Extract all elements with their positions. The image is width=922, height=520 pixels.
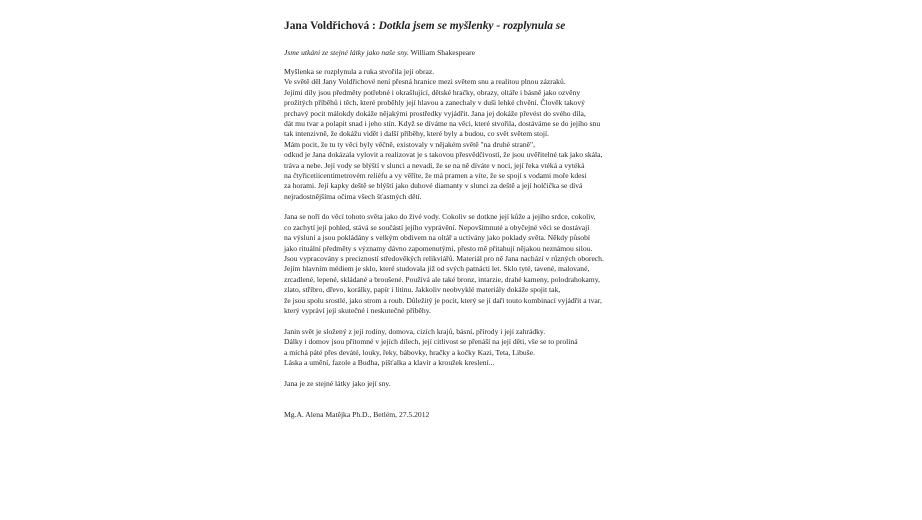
text-line: Jsou vypracovány s precizností středověkých relikviářů. Materiál pro ně Jana nachází v různých oborech.: [284, 253, 604, 263]
text-line: prožitých příběhů i těch, které proběhly její hlavou a zanechaly v duši lehké chvění. Člověk takový: [284, 98, 585, 108]
text-line: Jejím hlavním médiem je sklo, které studovala již od svých patnácti let. Sklo tyté, tavené, malované,: [284, 264, 590, 274]
text-line: zrcadlené, lepené, skládané a broušené. Používá ale také bronz, intarzie, drahé kameny, polodrahokamy,: [284, 274, 600, 284]
text-line: tráva a nebe. Její vody se blýští v slunci a nevadí, že se na ně díváte v noci, její řeka vtéká a vytéká: [284, 160, 585, 170]
text-line: tak intenzivně, že dokážu vidět i další příběhy, které byly a budou, co svět světem stojí.: [284, 129, 550, 139]
motto-author: William Shakespeare: [408, 48, 476, 57]
paragraph-4: [284, 379, 664, 389]
text-line: Ve světě děl Jany Voldřichové není přesná hranice mezi světem snu a realitou plnou zázraků.: [284, 77, 566, 87]
text-line: na čtyřicetiicentimetrovém reliéfu a vy věříte, že má pramen a víte, že se spojí s vodami moře kdesi: [284, 171, 587, 181]
text-line: prchavý pocit málokdy dokáže nějakými prostředky vyjádřit. Jana jej dokáže převést do svého díla,: [284, 108, 586, 118]
text-line: za horami. Její kapky deště se blýští jako duhové diamanty v slunci za deště a její holčička se dívá: [284, 181, 583, 191]
text-line: a míchá páté přes deváté, louky, řeky, bábovky, hračky a kočky Kazi, Teta, Libuše.: [284, 347, 535, 357]
signature: Mg.A. Alena Matějka Ph.D., Betlém, 27.5.2012: [284, 409, 430, 419]
paragraph-2: [284, 212, 664, 316]
text-line: Myšlenka se rozplynula a ruka stvořila její obraz.: [284, 67, 435, 76]
text-line: dát mu tvar a polapit snad i jeho stín. Když se díváme na věci, které stvořila, dostáváme se do jejího snu: [284, 119, 601, 129]
text-line: Jana je ze stejné látky jako její sny.: [284, 378, 391, 388]
motto: [284, 48, 664, 58]
text-line: zlato, stříbro, dřevo, korálky, papír i litinu. Jakkoliv neobvyklé materiály dokáže spojit tak,: [284, 285, 561, 295]
text-line: Dálky i domov jsou přítomné v jejích dílech, její citlivost se přenáší na její děti, vše se to prolíná: [284, 337, 578, 347]
title-text: Dotkla jsem se myšlenky - rozplynula se: [378, 20, 566, 32]
text-line: jako rituální předměty s významy dávno zapomenutými, přesto mě přitahují nějakou neznámou silou.: [284, 243, 593, 253]
paragraph-3: [284, 327, 664, 369]
text-line: nejradostnějšíma očima všech šťastných dětí.: [284, 191, 422, 201]
text-line: na výsluní a jsou pokládány s velkým obdivem na oltář a uctívány jako poklady světa. Někdy působí: [284, 233, 591, 243]
text-line: Jejími díly jsou předměty potřebné i okrašlující, dětské hračky, obrazy, oltáře i básně jako ozvěny: [284, 87, 581, 97]
title-author: Jana Voldřichová :: [284, 20, 379, 32]
paragraph-1: [284, 67, 664, 202]
motto-quote: Jsme utkáni ze stejné látky jako naše sny.: [284, 48, 409, 57]
text-line: Janin svět je složený z její rodiny, domova, cizích krajů, básní, přírody i její zahrádky.: [284, 326, 546, 336]
page-title: [284, 19, 664, 33]
document-content: [284, 19, 664, 428]
text-line: Jana se noří do věcí tohoto světa jako do živé vody. Cokoliv se dotkne její kůže a jejího srdce, cokoliv,: [284, 212, 596, 222]
text-line: že jsou spolu srostlé, jako strom a roub. Důležitý je pocit, který se jí daří touto kombinací vyjádřit a tvar,: [284, 295, 602, 305]
text-line: odkud je Jana dokázala vylovit a realizovat je s takovou přesvědčivostí, že jsou uvěřitelné tak jako skála,: [284, 150, 603, 160]
text-line: Mám pocit, že tu ty věci byly věčně, existovaly v nějakém světě "na druhé straně",: [284, 139, 536, 149]
text-line: co zachytí její pohled, stává se součástí jejího vyprávění. Nepovšimnuté a obyčejné věci se dostávají: [284, 222, 590, 232]
text-line: Láska a umění, fazole a Budha, píšťalka a klavír a kroužek kreslení...: [284, 357, 495, 367]
text-line: který vypráví její skutečné i neskutečné příběhy.: [284, 305, 431, 315]
